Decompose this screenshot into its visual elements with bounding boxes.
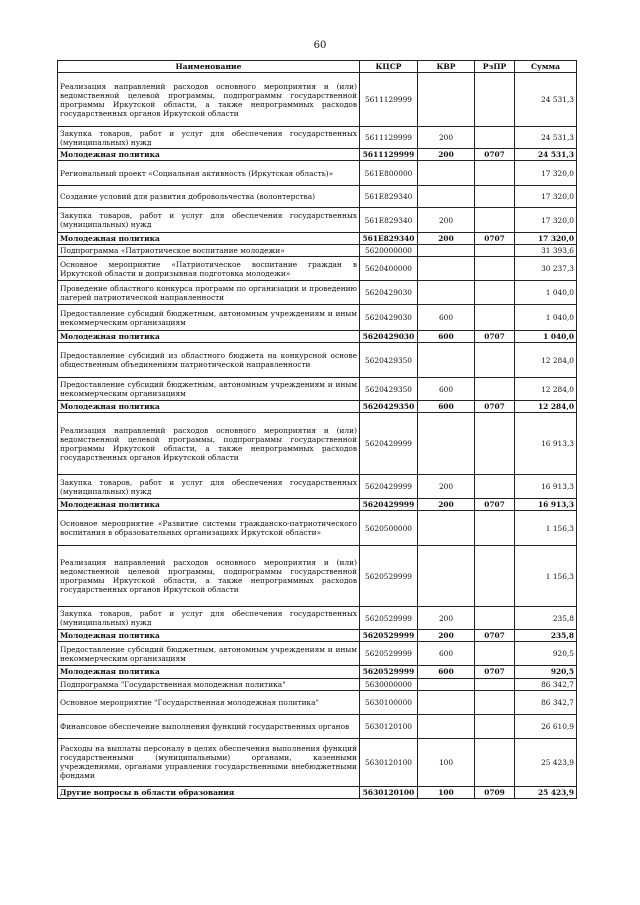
cell-kvr: [418, 690, 475, 714]
cell-sum: 16 913,3: [515, 413, 577, 475]
column-header-sum: Сумма: [515, 61, 577, 73]
table-row: [58, 233, 577, 245]
cell-rzpr: 0707: [475, 499, 515, 511]
cell-rzpr: [475, 208, 515, 233]
cell-code: 561E829340: [360, 208, 418, 233]
cell-rzpr: [475, 690, 515, 714]
cell-rzpr: 0707: [475, 666, 515, 678]
cell-name: Основное мероприятие "Государственная молодежная политика": [58, 690, 360, 714]
cell-code: 5630120100: [360, 738, 418, 786]
cell-kvr: [418, 511, 475, 546]
cell-kvr: 100: [418, 786, 475, 798]
table-row: [58, 413, 577, 475]
cell-name: Молодежная политика: [58, 666, 360, 678]
cell-kvr: 200: [418, 233, 475, 245]
cell-sum: 12 284,0: [515, 343, 577, 378]
cell-sum: 24 531,3: [515, 149, 577, 161]
cell-kvr: 200: [418, 499, 475, 511]
cell-name: Реализация направлений расходов основного мероприятия и (или) ведомственной целевой программы, подпрограммы государственной программы Иркутской области, а также непрограммных расходов государственных органов Иркутской области: [58, 546, 360, 607]
cell-name: Региональный проект «Социальная активность (Иркутская область)»: [58, 161, 360, 186]
cell-name: Предоставление субсидий из областного бюджета на конкурсной основе общественным объединениям патриотической направленности: [58, 343, 360, 378]
cell-rzpr: [475, 73, 515, 127]
cell-code: 5620500000: [360, 511, 418, 546]
cell-sum: 920,5: [515, 642, 577, 666]
cell-kvr: 600: [418, 305, 475, 331]
table-row: [58, 343, 577, 378]
cell-rzpr: [475, 245, 515, 257]
cell-code: 5620429030: [360, 305, 418, 331]
cell-sum: 25 423,9: [515, 786, 577, 798]
cell-rzpr: [475, 343, 515, 378]
cell-code: 5620429999: [360, 499, 418, 511]
cell-sum: 24 531,3: [515, 73, 577, 127]
cell-kvr: 600: [418, 331, 475, 343]
cell-name: Основное мероприятие «Патриотическое воспитание граждан в Иркутской области и допризывная подготовка молодежи»: [58, 257, 360, 281]
cell-rzpr: [475, 642, 515, 666]
table-row: [58, 186, 577, 208]
cell-rzpr: [475, 714, 515, 738]
cell-kvr: [418, 714, 475, 738]
table-row: [58, 208, 577, 233]
cell-code: 5620429030: [360, 281, 418, 305]
cell-code: 5620529999: [360, 546, 418, 607]
table-row: [58, 401, 577, 413]
cell-rzpr: [475, 546, 515, 607]
cell-rzpr: [475, 305, 515, 331]
cell-sum: 1 040,0: [515, 305, 577, 331]
cell-sum: 31 393,6: [515, 245, 577, 257]
cell-sum: 920,5: [515, 666, 577, 678]
column-header-rzpr: РзПР: [475, 61, 515, 73]
cell-kvr: 600: [418, 378, 475, 401]
cell-sum: 17 320,0: [515, 208, 577, 233]
cell-code: 5620429030: [360, 331, 418, 343]
cell-code: 561E829340: [360, 233, 418, 245]
cell-code: 5620429350: [360, 378, 418, 401]
cell-code: 5611129999: [360, 73, 418, 127]
cell-name: Проведение областного конкурса программ по организации и проведению лагерей патриотической направленности: [58, 281, 360, 305]
cell-kvr: [418, 245, 475, 257]
column-header-kvr: КВР: [418, 61, 475, 73]
cell-rzpr: [475, 413, 515, 475]
cell-rzpr: [475, 281, 515, 305]
cell-kvr: 600: [418, 642, 475, 666]
cell-code: 5620400000: [360, 257, 418, 281]
cell-name: Закупка товаров, работ и услуг для обеспечения государственных (муниципальных) нужд: [58, 127, 360, 149]
cell-kvr: [418, 257, 475, 281]
cell-rzpr: [475, 678, 515, 690]
table-row: [58, 546, 577, 607]
cell-name: Подпрограмма «Патриотическое воспитание молодежи»: [58, 245, 360, 257]
cell-sum: 24 531,3: [515, 127, 577, 149]
cell-sum: 17 320,0: [515, 161, 577, 186]
cell-code: 5630120100: [360, 786, 418, 798]
cell-rzpr: 0709: [475, 786, 515, 798]
cell-name: Предоставление субсидий бюджетным, автономным учреждениям и иным некоммерческим организациям: [58, 305, 360, 331]
cell-code: 5620529999: [360, 642, 418, 666]
table-row: [58, 607, 577, 630]
cell-sum: 26 610,9: [515, 714, 577, 738]
cell-kvr: 600: [418, 666, 475, 678]
table-row: [58, 305, 577, 331]
cell-code: 561E829340: [360, 186, 418, 208]
cell-sum: 30 237,3: [515, 257, 577, 281]
table-row: [58, 499, 577, 511]
cell-rzpr: 0707: [475, 149, 515, 161]
table-row: [58, 714, 577, 738]
cell-rzpr: [475, 738, 515, 786]
table-row: [58, 475, 577, 499]
cell-kvr: 200: [418, 475, 475, 499]
cell-sum: 1 040,0: [515, 331, 577, 343]
cell-code: 5620529999: [360, 666, 418, 678]
page-number: 60: [313, 40, 327, 51]
table-row: [58, 127, 577, 149]
cell-kvr: 200: [418, 607, 475, 630]
cell-code: 561E800000: [360, 161, 418, 186]
cell-name: Создание условий для развития добровольчества (волонтерства): [58, 186, 360, 208]
cell-sum: 17 320,0: [515, 186, 577, 208]
cell-rzpr: [475, 186, 515, 208]
cell-name: Молодежная политика: [58, 149, 360, 161]
cell-kvr: [418, 186, 475, 208]
table-row: [58, 642, 577, 666]
cell-name: Реализация направлений расходов основного мероприятия и (или) ведомственной целевой программы, подпрограммы государственной программы Иркутской области, а также непрограммных расходов государственных органов Иркутской области: [58, 73, 360, 127]
cell-kvr: 200: [418, 127, 475, 149]
cell-rzpr: 0707: [475, 401, 515, 413]
cell-name: Молодежная политика: [58, 630, 360, 642]
table-row: [58, 73, 577, 127]
cell-name: Другие вопросы в области образования: [58, 786, 360, 798]
cell-sum: 86 342,7: [515, 690, 577, 714]
cell-name: Закупка товаров, работ и услуг для обеспечения государственных (муниципальных) нужд: [58, 607, 360, 630]
cell-name: Предоставление субсидий бюджетным, автономным учреждениям и иным некоммерческим организациям: [58, 642, 360, 666]
cell-rzpr: [475, 127, 515, 149]
table-row: [58, 378, 577, 401]
cell-code: 5630100000: [360, 690, 418, 714]
cell-sum: 235,8: [515, 607, 577, 630]
cell-rzpr: 0707: [475, 331, 515, 343]
cell-rzpr: [475, 257, 515, 281]
table-row: [58, 161, 577, 186]
cell-sum: 12 284,0: [515, 401, 577, 413]
cell-sum: 1 156,3: [515, 511, 577, 546]
table-row: [58, 149, 577, 161]
cell-name: Закупка товаров, работ и услуг для обеспечения государственных (муниципальных) нужд: [58, 208, 360, 233]
table-row: [58, 630, 577, 642]
cell-sum: 235,8: [515, 630, 577, 642]
cell-name: Расходы на выплаты персоналу в целях обеспечения выполнения функций государственными (муниципальными) органами, казенными учреждениями, органами управления государственными внебюджетными фондами: [58, 738, 360, 786]
cell-kvr: 200: [418, 208, 475, 233]
cell-kvr: [418, 161, 475, 186]
cell-rzpr: [475, 511, 515, 546]
cell-sum: 17 320,0: [515, 233, 577, 245]
cell-name: Молодежная политика: [58, 401, 360, 413]
cell-name: Предоставление субсидий бюджетным, автономным учреждениям и иным некоммерческим организациям: [58, 378, 360, 401]
cell-sum: 12 284,0: [515, 378, 577, 401]
table-row: [58, 678, 577, 690]
cell-kvr: 100: [418, 738, 475, 786]
table-row: [58, 281, 577, 305]
cell-rzpr: [475, 161, 515, 186]
table-row: [58, 666, 577, 678]
table-row: [58, 245, 577, 257]
cell-code: 5611129999: [360, 149, 418, 161]
cell-rzpr: [475, 475, 515, 499]
cell-code: 5620429350: [360, 401, 418, 413]
cell-sum: 25 423,9: [515, 738, 577, 786]
cell-sum: 1 156,3: [515, 546, 577, 607]
cell-code: 5620429999: [360, 475, 418, 499]
table-row: [58, 511, 577, 546]
cell-name: Финансовое обеспечение выполнения функций государственных органов: [58, 714, 360, 738]
cell-kvr: [418, 281, 475, 305]
cell-kvr: [418, 73, 475, 127]
cell-code: 5620429350: [360, 343, 418, 378]
cell-code: 5620000000: [360, 245, 418, 257]
table-body: [58, 73, 577, 798]
cell-code: 5620529999: [360, 630, 418, 642]
cell-name: Подпрограмма "Государственная молодежная политика": [58, 678, 360, 690]
cell-name: Закупка товаров, работ и услуг для обеспечения государственных (муниципальных) нужд: [58, 475, 360, 499]
cell-code: 5611129999: [360, 127, 418, 149]
table-row: [58, 257, 577, 281]
table-row: [58, 738, 577, 786]
table-row: [58, 786, 577, 798]
budget-table: [57, 60, 577, 799]
cell-name: Молодежная политика: [58, 331, 360, 343]
cell-name: Молодежная политика: [58, 233, 360, 245]
cell-code: 5620429999: [360, 413, 418, 475]
cell-kvr: [418, 343, 475, 378]
cell-sum: 16 913,3: [515, 499, 577, 511]
cell-kvr: 600: [418, 401, 475, 413]
column-header-name: Наименование: [58, 61, 360, 73]
cell-name: Реализация направлений расходов основного мероприятия и (или) ведомственной целевой программы, подпрограммы государственной программы Иркутской области, а также непрограммных расходов государственных органов Иркутской области: [58, 413, 360, 475]
cell-kvr: 200: [418, 630, 475, 642]
cell-name: Молодежная политика: [58, 499, 360, 511]
cell-sum: 16 913,3: [515, 475, 577, 499]
cell-rzpr: [475, 378, 515, 401]
table-header-row: [58, 61, 577, 73]
table-row: [58, 690, 577, 714]
cell-rzpr: 0707: [475, 630, 515, 642]
cell-code: 5630120100: [360, 714, 418, 738]
table-row: [58, 331, 577, 343]
cell-sum: 1 040,0: [515, 281, 577, 305]
cell-kvr: 200: [418, 149, 475, 161]
cell-kvr: [418, 413, 475, 475]
cell-code: 5620529999: [360, 607, 418, 630]
cell-kvr: [418, 678, 475, 690]
cell-code: 5630000000: [360, 678, 418, 690]
column-header-code: КЦСР: [360, 61, 418, 73]
cell-name: Основное мероприятие «Развитие системы гражданско-патриотического воспитания в образовательных организациях Иркутской области»: [58, 511, 360, 546]
cell-sum: 86 342,7: [515, 678, 577, 690]
cell-rzpr: 0707: [475, 233, 515, 245]
cell-rzpr: [475, 607, 515, 630]
cell-kvr: [418, 546, 475, 607]
